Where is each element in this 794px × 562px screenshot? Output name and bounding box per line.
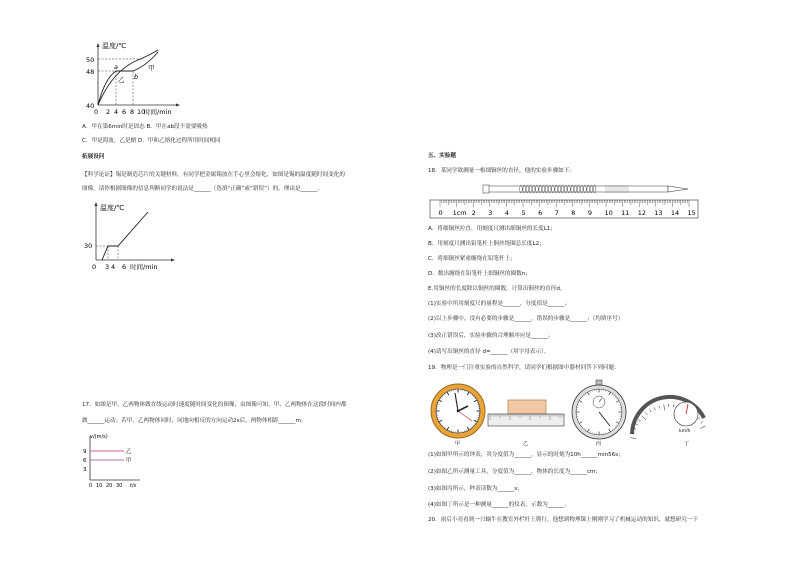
step-line: E.用铜丝的长度除以铜丝的圈数，计算出铜丝的直径d。 [428, 286, 566, 292]
graph1-x-arrow [176, 104, 180, 107]
ruler-label: 1cm [452, 209, 467, 217]
graph3-x-tick: 0 [89, 483, 93, 489]
question-option-line: C．甲是海波，乙是蜡 D．甲和乙熔化过程所用时间相同 [82, 138, 221, 144]
graph1-x-tick: 8 [130, 108, 135, 116]
graph2-y-label: 温度/℃ [100, 204, 125, 212]
q19-line: (4)如图丁所示是一种测量______的仪表，示数为______。 [428, 502, 571, 508]
speedometer-tick [654, 407, 655, 410]
graph1-point-label: b [134, 73, 139, 81]
graph3-y-label: v/(m/s) [90, 434, 108, 440]
figure-label: 丁 [684, 441, 690, 447]
speedometer-tick [638, 419, 640, 421]
graph1-x-tick: 6 [122, 108, 127, 116]
graph1-y-tick: 50 [86, 56, 95, 64]
section-title: 五、实验题 [428, 153, 456, 159]
speedometer-tick [659, 406, 660, 409]
step-line: B．用刻度尺测出铅笔杆上铜丝绕圈总长度L2； [428, 241, 545, 247]
speedometer-tick [698, 418, 700, 420]
pencil-tip [668, 186, 688, 192]
clock-figure [428, 381, 488, 447]
speedometer-tick [650, 410, 652, 413]
speedometer-figure [626, 388, 710, 447]
step-line: (4)请写出铜丝的直径 d=______（用字母表示）。 [428, 349, 550, 355]
speedometer-tick [642, 416, 646, 420]
extension-text-line: 图像，请你根据图像的信息判断同学的说法是______（选填“正确”或“错误”）的，理由是______。 [82, 186, 323, 192]
graph1-x-tick: 10 [137, 108, 146, 116]
figure-label: 丙 [596, 441, 602, 447]
speedometer-tick [636, 424, 639, 426]
pencil-end [483, 185, 489, 193]
q19-intro: 19．物理是一门注重实验的自然科学，请同学们根据图中器材回答下列问题： [428, 365, 620, 371]
speedometer-tick [664, 404, 665, 410]
step-line: (3)改正错误后，实验步骤的合理顺序应是______； [428, 333, 554, 339]
ruler-label: 10 [604, 209, 613, 217]
measured-block [508, 400, 546, 414]
ruler-block-figure [486, 396, 566, 447]
ruler-label: 12 [637, 209, 646, 217]
q19-line: (2)如图乙所示测量工具，分度值为______，物体的长度为______cm； [428, 469, 602, 475]
graph1-x-tick: 0 [94, 108, 99, 116]
ruler-label: 11 [621, 209, 630, 217]
step-line: (1)实验中所用刻度尺的量程是______，分度值是______； [428, 301, 571, 307]
stopwatch-figure [568, 378, 630, 447]
velocity-time-graph [80, 430, 160, 495]
graph2-x-tick: 3 [105, 263, 110, 271]
ruler-label: 8 [571, 209, 576, 217]
question-option-line: A．甲在第6min时是固态 B．甲在ab段不需要吸热 [82, 124, 208, 130]
graph1-y-tick: 40 [86, 102, 95, 110]
speedometer-unit: km/h [679, 429, 691, 434]
graph2-curve [102, 212, 148, 260]
graph3-series-label: 乙 [126, 449, 132, 455]
q17-line: 做______运动；若甲、乙两物体同时、同地向相反的方向运动2s后，两物体相距______m。 [82, 418, 307, 424]
extension-title: 拓展设问 [82, 154, 105, 160]
temperature-graph-2 [78, 198, 188, 273]
clock-center [457, 410, 460, 413]
graph3-y-tick: 9 [83, 449, 87, 455]
graph3-y-tick: 3 [83, 467, 87, 473]
graph1-x-tick: 2 [106, 108, 111, 116]
ruler-label: 15 [687, 209, 696, 217]
speedometer-tick [701, 422, 703, 424]
graph1-y-tick: 48 [86, 68, 95, 76]
ruler-label: 13 [654, 209, 663, 217]
ruler-label: 2 [471, 209, 476, 217]
graph3-x-tick: 20 [106, 483, 113, 489]
ruler-label: 6 [538, 209, 543, 217]
graph2-y-tick: 30 [84, 242, 93, 250]
speedometer-tick [645, 412, 647, 414]
ruler-label: 4 [504, 209, 510, 217]
graph1-point-label: a [114, 63, 118, 71]
graph1-curve-jia [98, 52, 158, 105]
speedometer-tick [630, 438, 636, 439]
graph2-x-label: 时间/min [130, 263, 158, 271]
graph2-x-arrow [171, 259, 175, 262]
graph1-curve-yi [98, 50, 158, 105]
graph2-x-tick: 0 [92, 263, 97, 271]
graph1-point-label: 甲 [148, 64, 155, 72]
graph1-y-arrow [97, 43, 100, 47]
graph1-point-label: 乙 [118, 76, 125, 84]
speedometer-tick [700, 426, 705, 429]
figure-label: 乙 [523, 441, 529, 447]
graph3-x-tick: 30 [116, 483, 123, 489]
graph3-x-tick: 10 [96, 483, 103, 489]
pencil-body [488, 186, 668, 192]
q17-line: 17．如图是甲、乙两物体做直线运动时速度随时间变化的图像，由图像可知，甲、乙两物体在这段时间内都 [82, 402, 347, 408]
ruler-label: 7 [554, 209, 559, 217]
step-line: D．数出缠绕在铅笔杆上细铜丝的圈数n； [428, 271, 531, 277]
ruler-label: 0 [438, 209, 443, 217]
ruler-label: 3 [488, 209, 493, 217]
step-line: C．将细铜丝紧密缠绕在铅笔杆上； [428, 256, 516, 262]
q20-line: 20．雨后小亮看到一只蜗牛在教室外栏杆上爬行，他想到物理课上刚刚学习了机械运动的知识，就想研究一下 [428, 517, 699, 523]
graph2-x-tick: 4 [111, 263, 116, 271]
graph3-x-unit: t/s [130, 483, 137, 489]
step-line: A．将细铜丝拉直，用刻度尺测出细铜丝的长度L1； [428, 226, 556, 232]
graph2-y-arrow [95, 202, 98, 206]
extension-text-line: 【科学论证】锡是制造芯片的关键材料，有同学把金属锡放在手心里会熔化，如图是锡的温度随时间变化的 [82, 172, 345, 178]
q19-line: (3)如图丙所示，秒表读数为______s； [428, 486, 523, 492]
ruler-label: 9 [587, 209, 593, 217]
stopwatch-crown [596, 380, 602, 385]
graph2-x-tick: 6 [122, 263, 127, 271]
q19-line: (1)如图甲所示的钟表，其分度值为______，显示的时刻为10h______min56s； [428, 452, 624, 458]
graph1-x-label: 时间/min [144, 108, 172, 116]
ruler-label: 5 [521, 209, 526, 217]
ruler-label: 14 [670, 209, 680, 217]
temperature-graph-1 [78, 40, 208, 120]
graph1-y-label: 温度/℃ [102, 42, 127, 50]
step-line: (2)以上步骤中，没有必要的步骤是______，错误的步骤是______；（均填序号） [428, 316, 624, 322]
graph1-x-tick: 4 [114, 108, 119, 116]
ruler-with-pencil [428, 176, 703, 221]
q18-intro: 18．某同学欲测量一根细铜丝的直径，他的实验步骤如下： [428, 168, 575, 174]
figure-label: 甲 [455, 441, 461, 447]
graph3-y-tick: 6 [83, 458, 87, 464]
graph3-series-label: 甲 [126, 458, 132, 464]
